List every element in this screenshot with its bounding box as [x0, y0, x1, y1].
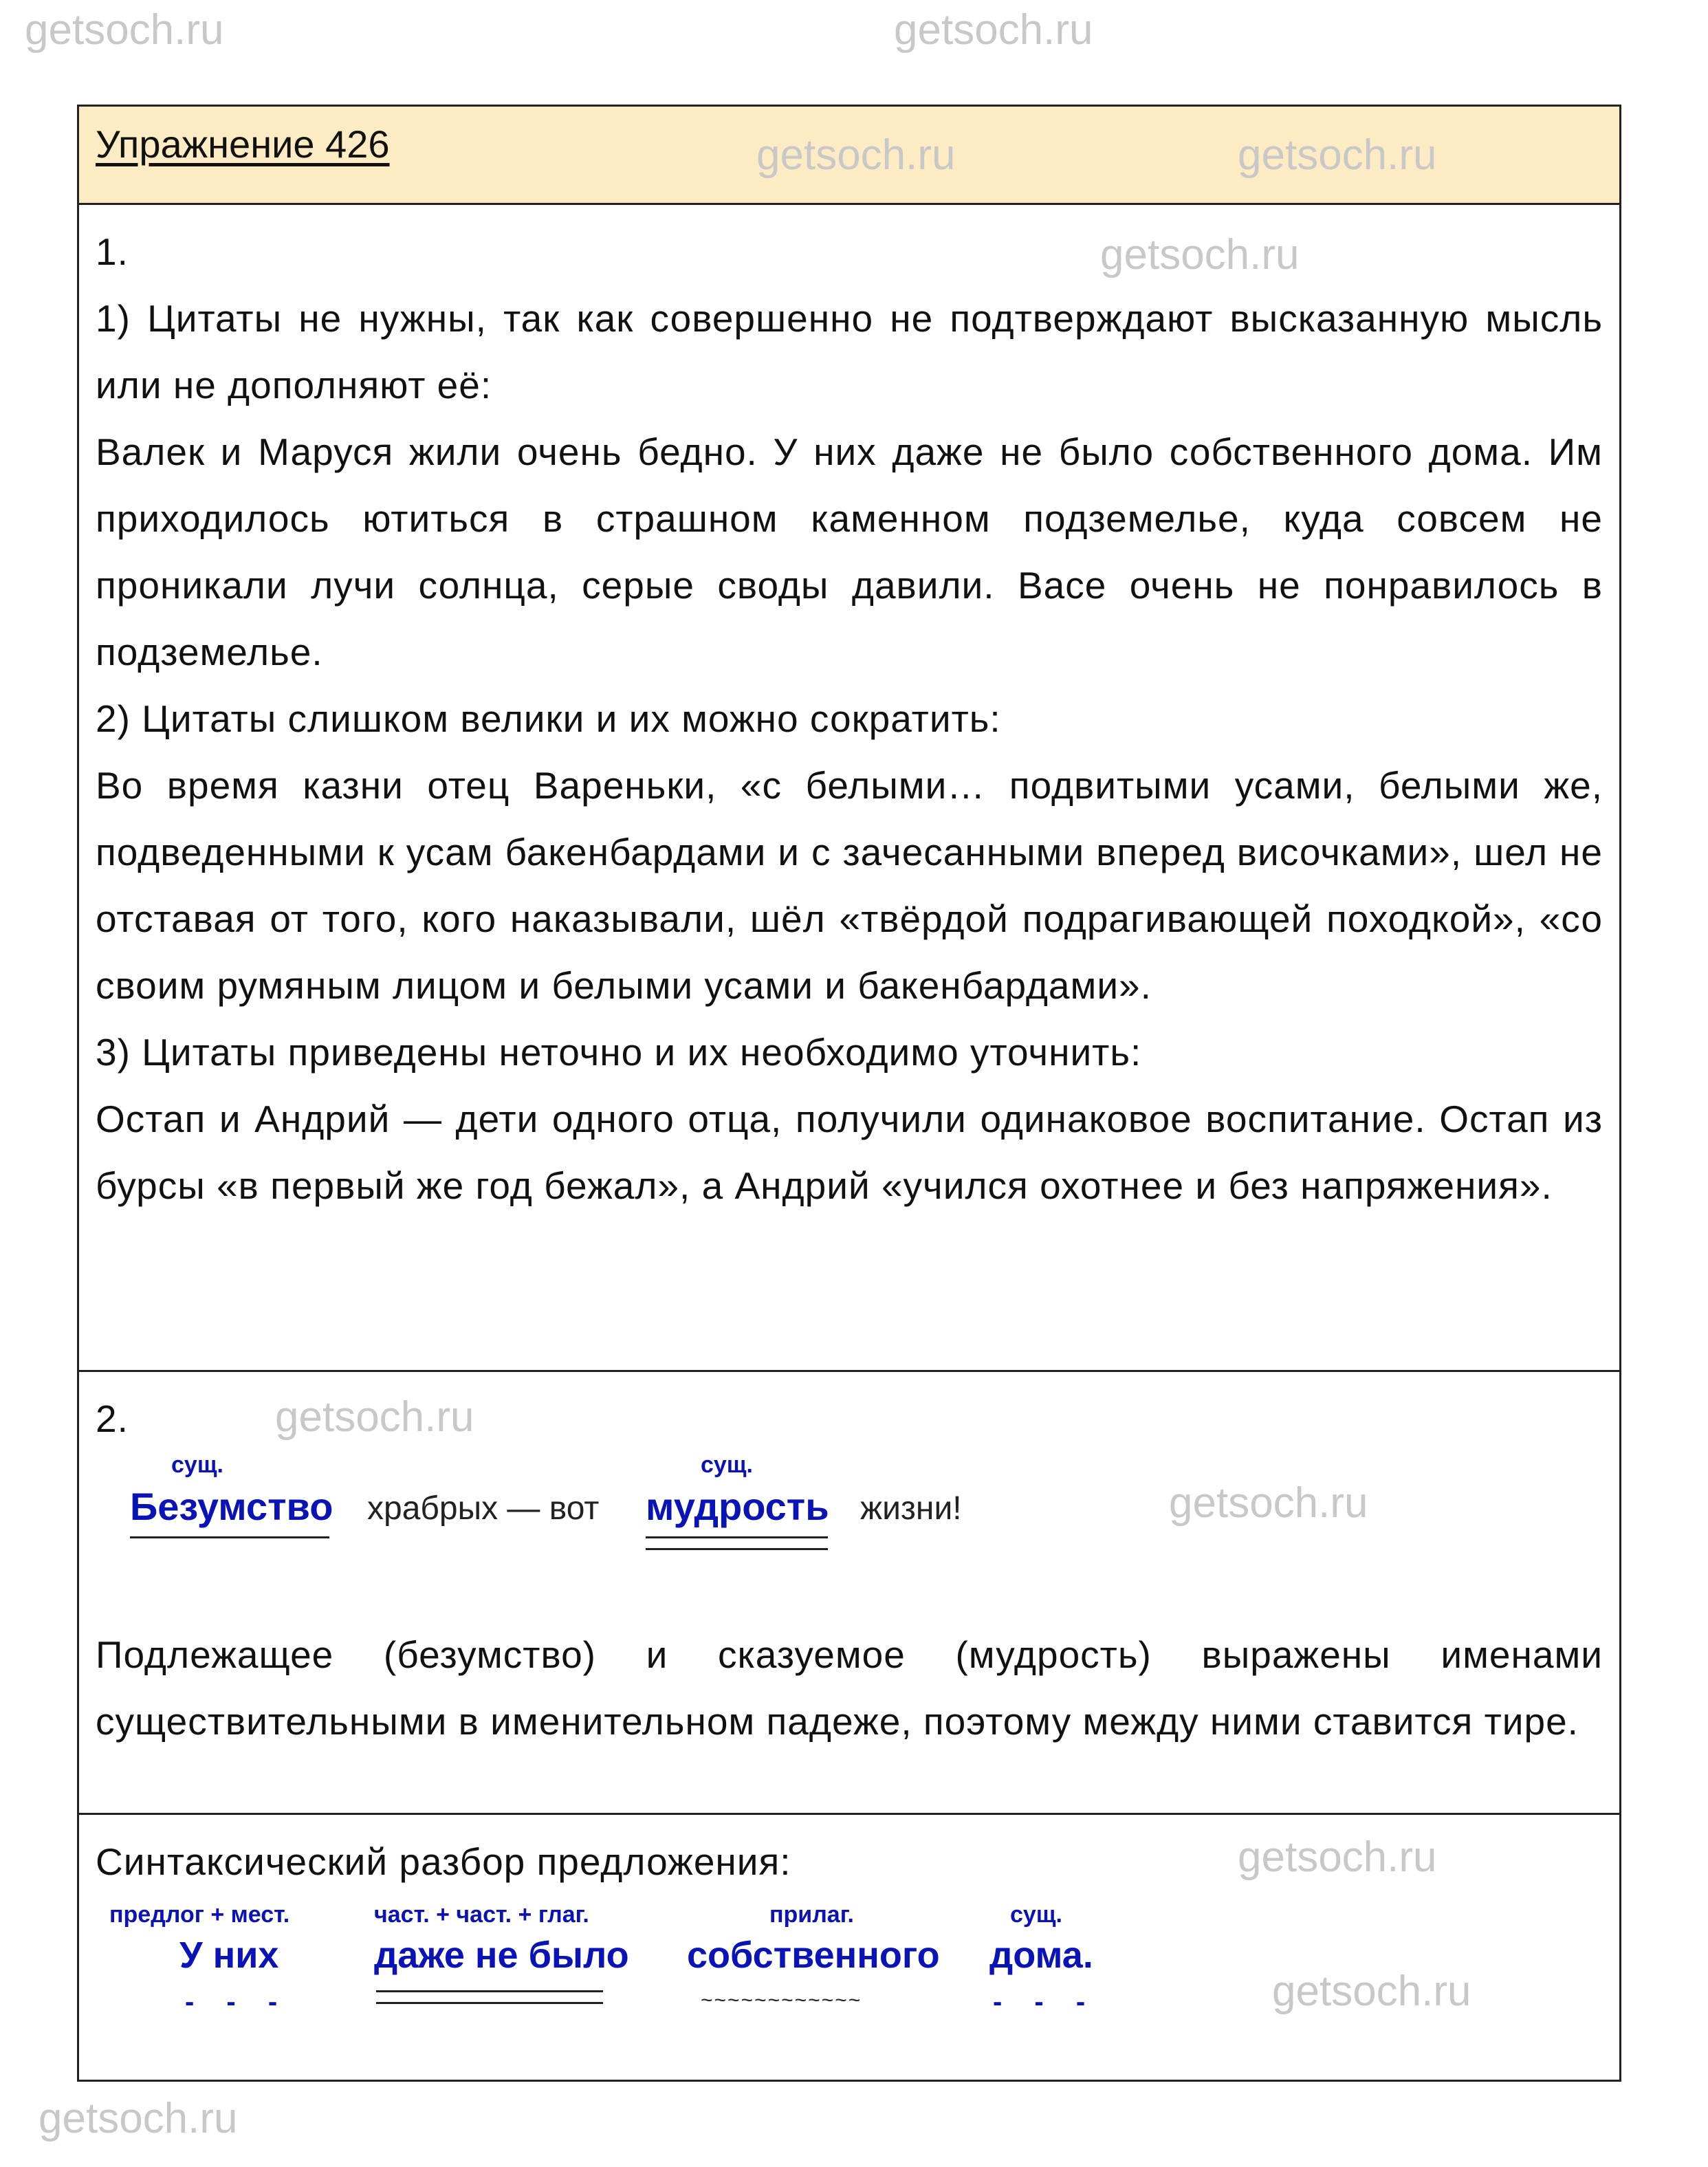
paragraph: Во время казни отец Вареньки, «с белыми… подвитыми усами, белыми же, подведенными к усам бакенбардами и с зачесанными вперед височками», шел не отставая от того, кого наказывали, шёл «твёрдой подрагивающей походкой», «со своим румяным лицом и белыми усами и бакенбардами». [96, 764, 1603, 1007]
section-1 [79, 205, 1619, 1372]
exercise-title: Упражнение 426 [96, 122, 390, 166]
subject-underline [130, 1536, 329, 1538]
paragraph: 2) Цитаты слишком велики и их можно сократить: [96, 697, 1001, 740]
exercise-header [79, 107, 1619, 205]
sentence-diagram [96, 1452, 1603, 1597]
section-3 [79, 1815, 1619, 2080]
paragraph: Остап и Андрий — дети одного отца, получили одинаковое воспитание. Остап из бурсы «в первый же год бежал», а Андрий «учился охотнее и без напряжения». [96, 1098, 1603, 1207]
predicate-underline [376, 1990, 603, 2004]
word-label: сущ. [171, 1452, 223, 1478]
predicate-underline [646, 1536, 828, 1550]
parsed-word: собственного [687, 1935, 940, 1976]
word-label: предлог + мест. [109, 1902, 290, 1928]
watermark: getsoch.ru [275, 1393, 474, 1441]
watermark: getsoch.ru [1272, 1968, 1471, 2015]
parsed-word: даже не было [374, 1935, 629, 1976]
parsing-diagram [96, 1902, 1603, 2040]
watermark: getsoch.ru [1169, 1479, 1368, 1527]
sentence-text: храбрых — вот [367, 1490, 600, 1527]
watermark: getsoch.ru [1238, 131, 1437, 179]
explanation: Подлежащее (безумство) и сказуемое (мудрость) выражены именами существительными в именительном падеже, поэтому между ними ставится тире. [96, 1633, 1603, 1743]
circumstance-mark: - - - [993, 1987, 1098, 2017]
watermark: getsoch.ru [1238, 1833, 1437, 1881]
parsed-word: дома. [989, 1935, 1093, 1976]
paragraph: 1) Цитаты не нужны, так как совершенно не подтверждают высказанную мысль или не дополняют её: [96, 297, 1603, 406]
predicate-word: мудрость [646, 1485, 829, 1528]
section-2 [79, 1372, 1619, 1815]
watermark: getsoch.ru [39, 2095, 238, 2142]
word-label: сущ. [1010, 1902, 1062, 1928]
watermark: getsoch.ru [1100, 231, 1300, 279]
section-heading: Синтаксический разбор предложения: [96, 1840, 791, 1883]
word-label: прилаг. [769, 1902, 854, 1928]
section-number: 2. [96, 1397, 129, 1440]
definition-mark: ~~~~~~~~~~~~ [701, 1989, 862, 2012]
parsed-word: У них [179, 1935, 279, 1976]
watermark: getsoch.ru [894, 6, 1093, 54]
watermark: getsoch.ru [25, 6, 224, 54]
paragraph: 3) Цитаты приведены неточно и их необходимо уточнить: [96, 1031, 1142, 1074]
word-label: сущ. [701, 1452, 753, 1478]
paragraph: Валек и Маруся жили очень бедно. У них даже не было собственного дома. Им приходилось ютиться в страшном каменном подземелье, куда совсем не проникали лучи солнца, серые своды давили. Васе очень не понравилось в подземелье. [96, 431, 1603, 673]
circumstance-mark: - - - [185, 1987, 290, 2017]
word-label: част. + част. + глаг. [374, 1902, 589, 1928]
watermark: getsoch.ru [756, 131, 956, 179]
subject-word: Безумство [130, 1485, 333, 1528]
exercise-table [77, 105, 1621, 2082]
sentence-text: жизни! [860, 1490, 962, 1527]
section-number: 1. [96, 230, 129, 273]
